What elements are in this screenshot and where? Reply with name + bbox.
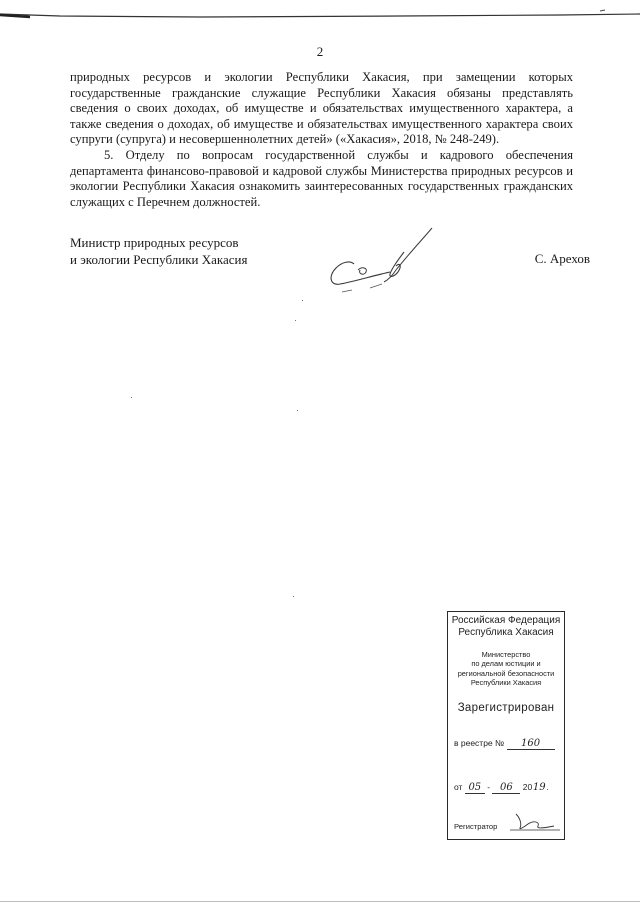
registrar-signature bbox=[510, 810, 560, 832]
stamp-date-year-suffix: 19 bbox=[532, 782, 546, 793]
stamp-country-block bbox=[448, 615, 564, 639]
stamp-country: Российская Федерация bbox=[451, 615, 561, 626]
stamp-ministry-line-4: Республики Хакасия bbox=[470, 678, 542, 688]
stamp-registrar-row bbox=[454, 822, 497, 831]
scan-speck bbox=[131, 397, 132, 398]
stamp-registry-row bbox=[454, 738, 555, 750]
stamp-date-label: от bbox=[454, 782, 463, 792]
scan-speck bbox=[302, 300, 303, 301]
stamp-ministry-line-2: по делам юстиции и bbox=[471, 659, 541, 669]
paragraph-item-5: 5. Отделу по вопросам государственной службы и кадрового обеспечения департамента финансово-правовой и кадровой службы Министерства природных ресурсов и экологии Республики Хакасия ознакомить заинтересованных государственных гражданских служащих с Перечнем должностей. bbox=[70, 147, 573, 209]
signatory-title-line-1: Министр природных ресурсов bbox=[70, 235, 239, 250]
stamp-date-year-prefix: 20 bbox=[522, 782, 533, 792]
document-body bbox=[70, 70, 573, 210]
stamp-date-month: 06 bbox=[492, 782, 520, 794]
stamp-ministry-line-1: Министерство bbox=[481, 650, 531, 659]
stamp-date-row: от 05 - 06 2019. bbox=[454, 782, 549, 793]
stamp-ministry-block bbox=[448, 650, 564, 688]
stamp-registry-number: 160 bbox=[507, 738, 555, 750]
page-number: 2 bbox=[316, 44, 324, 59]
stamp-status: Зарегистрирован bbox=[457, 701, 555, 714]
signatory-title bbox=[70, 234, 247, 268]
registration-stamp bbox=[447, 611, 565, 840]
scan-artifact-bottom-line bbox=[0, 901, 640, 902]
paragraph-continuation: природных ресурсов и экологии Республики Хакасия, при замещении которых государственные гражданские служащие Республики Хакасия обязаны представлять сведения о своих доходах, об имуществе и обязательствах имущественного характера, а также сведения о доходах, об имуществе и обязательствах имущественного характера своих супруги (супруга) и несовершеннолетних детей» («Хакасия», 2018, № 248-249). bbox=[70, 70, 573, 147]
signatory-name: С. Арехов bbox=[534, 251, 590, 266]
scan-speck bbox=[297, 410, 298, 411]
scan-speck bbox=[295, 320, 296, 321]
stamp-republic: Республика Хакасия bbox=[458, 627, 554, 638]
handwritten-signature bbox=[312, 222, 442, 302]
stamp-registry-label: в реестре № bbox=[454, 738, 505, 748]
scan-artifact-top-line bbox=[0, 8, 640, 22]
stamp-date-day: 05 bbox=[465, 782, 485, 794]
signatory-title-line-2: и экологии Республики Хакасия bbox=[70, 252, 248, 267]
scan-speck bbox=[293, 596, 294, 597]
stamp-ministry-line-3: региональной безопасности bbox=[457, 668, 555, 678]
stamp-registrar-label: Регистратор bbox=[454, 822, 498, 831]
